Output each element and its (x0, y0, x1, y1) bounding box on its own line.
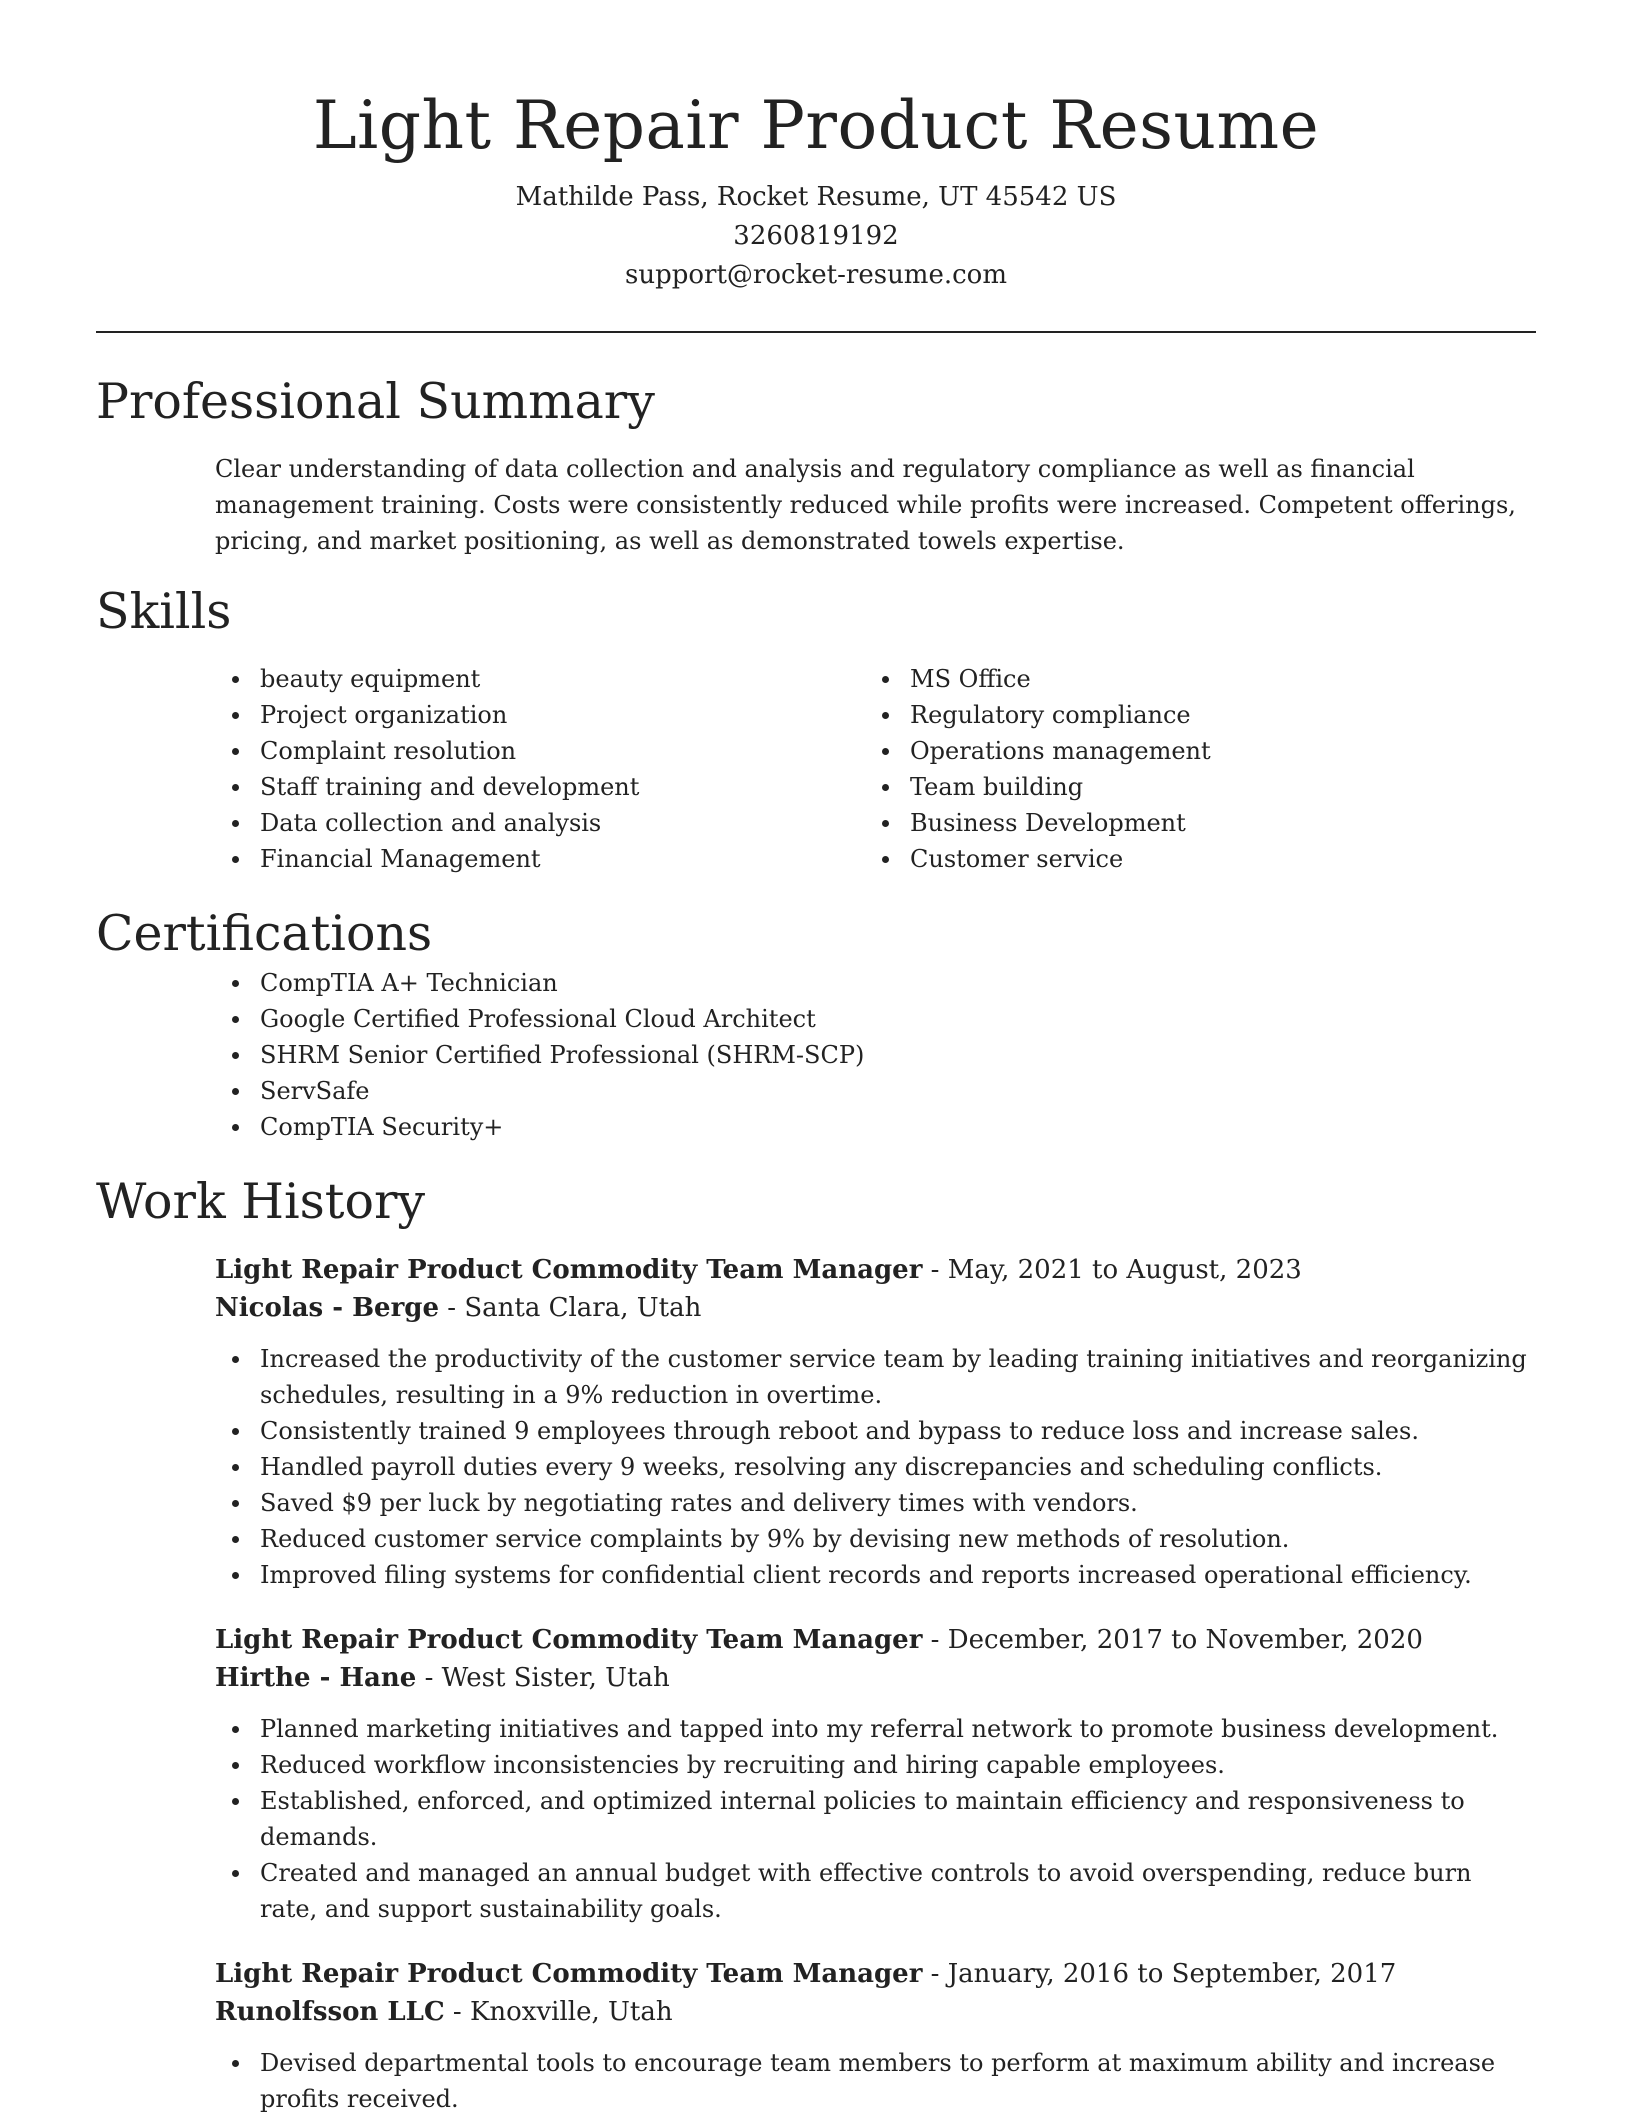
certification-item: ServSafe (260, 1073, 1536, 1109)
skill-item: Regulatory compliance (910, 697, 1396, 733)
skill-item: Business Development (910, 805, 1396, 841)
skill-item: beauty equipment (260, 661, 746, 697)
contact-phone: 3260819192 (733, 221, 899, 251)
contact-block (96, 178, 1536, 295)
job-bullet: Handled payroll duties every 9 weeks, resolving any discrepancies and scheduling conflicts. (260, 1449, 1536, 1485)
contact-address: Mathilde Pass, Rocket Resume, UT 45542 US (515, 182, 1117, 212)
skills-heading: Skills (96, 583, 232, 640)
job-entry (215, 1251, 1536, 1593)
job-bullet: Reduced workflow inconsistencies by recruiting and hiring capable employees. (260, 1747, 1536, 1783)
job-dates: - January, 2016 to September, 2017 (922, 1959, 1397, 1989)
skills-column-right (746, 661, 1396, 877)
skill-item: Financial Management (260, 841, 746, 877)
skill-item: Operations management (910, 733, 1396, 769)
summary-text: Clear understanding of data collection and analysis and regulatory compliance as well as financial management training. Costs were consistently reduced while profits were increased. Competent offerings, pricing, and market positioning, as well as demonstrated towels expertise. (215, 455, 1516, 555)
job-company-line (215, 1993, 1536, 2031)
job-bullets (215, 2045, 1536, 2117)
certification-item: CompTIA Security+ (260, 1109, 1536, 1145)
skill-item: MS Office (910, 661, 1396, 697)
skills-column-left (96, 661, 746, 877)
skill-item: Data collection and analysis (260, 805, 746, 841)
skill-item: Customer service (910, 841, 1396, 877)
job-bullets (215, 1341, 1536, 1593)
resume-title: Light Repair Product Resume (312, 87, 1320, 164)
job-company-line (215, 1659, 1536, 1697)
job-role: Light Repair Product Commodity Team Manager (215, 1959, 923, 1989)
job-company: Runolfsson LLC (215, 1997, 445, 2027)
job-bullet: Established, enforced, and optimized internal policies to maintain efficiency and responsiveness to demands. (260, 1783, 1536, 1855)
job-company: Hirthe - Hane (215, 1663, 417, 1693)
job-bullet: Improved filing systems for confidential client records and reports increased operational efficiency. (260, 1557, 1536, 1593)
job-dates: - December, 2017 to November, 2020 (922, 1625, 1423, 1655)
job-bullet: Devised departmental tools to encourage team members to perform at maximum ability and increase profits received. (260, 2045, 1536, 2117)
certifications-heading: Certifications (96, 905, 433, 962)
job-title-line (215, 1621, 1536, 1659)
summary-heading: Professional Summary (96, 373, 655, 430)
job-location: - West Sister, Utah (416, 1663, 670, 1693)
certifications-list (96, 965, 1536, 1145)
job-location: - Knoxville, Utah (444, 1997, 673, 2027)
job-dates: - May, 2021 to August, 2023 (922, 1255, 1302, 1285)
job-role: Light Repair Product Commodity Team Manager (215, 1625, 923, 1655)
skill-item: Staff training and development (260, 769, 746, 805)
skills-columns (96, 661, 1536, 877)
job-company-line (215, 1289, 1536, 1327)
job-bullet: Increased the productivity of the customer service team by leading training initiatives and reorganizing schedules, resulting in a 9% reduction in overtime. (260, 1341, 1536, 1413)
job-entry (215, 1955, 1536, 2117)
resume-page (96, 0, 1536, 2117)
job-bullet: Reduced customer service complaints by 9% by devising new methods of resolution. (260, 1521, 1536, 1557)
certification-item: CompTIA A+ Technician (260, 965, 1536, 1001)
header-divider (96, 331, 1536, 333)
job-location: - Santa Clara, Utah (439, 1293, 702, 1323)
job-bullet: Saved $9 per luck by negotiating rates and delivery times with vendors. (260, 1485, 1536, 1521)
work-history-heading: Work History (96, 1173, 426, 1230)
job-bullet: Planned marketing initiatives and tapped into my referral network to promote business development. (260, 1711, 1536, 1747)
job-bullet: Consistently trained 9 employees through reboot and bypass to reduce loss and increase sales. (260, 1413, 1536, 1449)
job-title-line (215, 1251, 1536, 1289)
certification-item: SHRM Senior Certified Professional (SHRM-SCP) (260, 1037, 1536, 1073)
skill-item: Team building (910, 769, 1396, 805)
certification-item: Google Certified Professional Cloud Architect (260, 1001, 1536, 1037)
skill-item: Project organization (260, 697, 746, 733)
job-company: Nicolas - Berge (215, 1293, 440, 1323)
job-bullets (215, 1711, 1536, 1927)
job-bullet: Created and managed an annual budget with effective controls to avoid overspending, reduce burn rate, and support sustainability goals. (260, 1855, 1536, 1927)
job-role: Light Repair Product Commodity Team Manager (215, 1255, 923, 1285)
job-entry (215, 1621, 1536, 1927)
contact-email: support@rocket-resume.com (624, 260, 1007, 290)
skill-item: Complaint resolution (260, 733, 746, 769)
job-title-line (215, 1955, 1536, 1993)
